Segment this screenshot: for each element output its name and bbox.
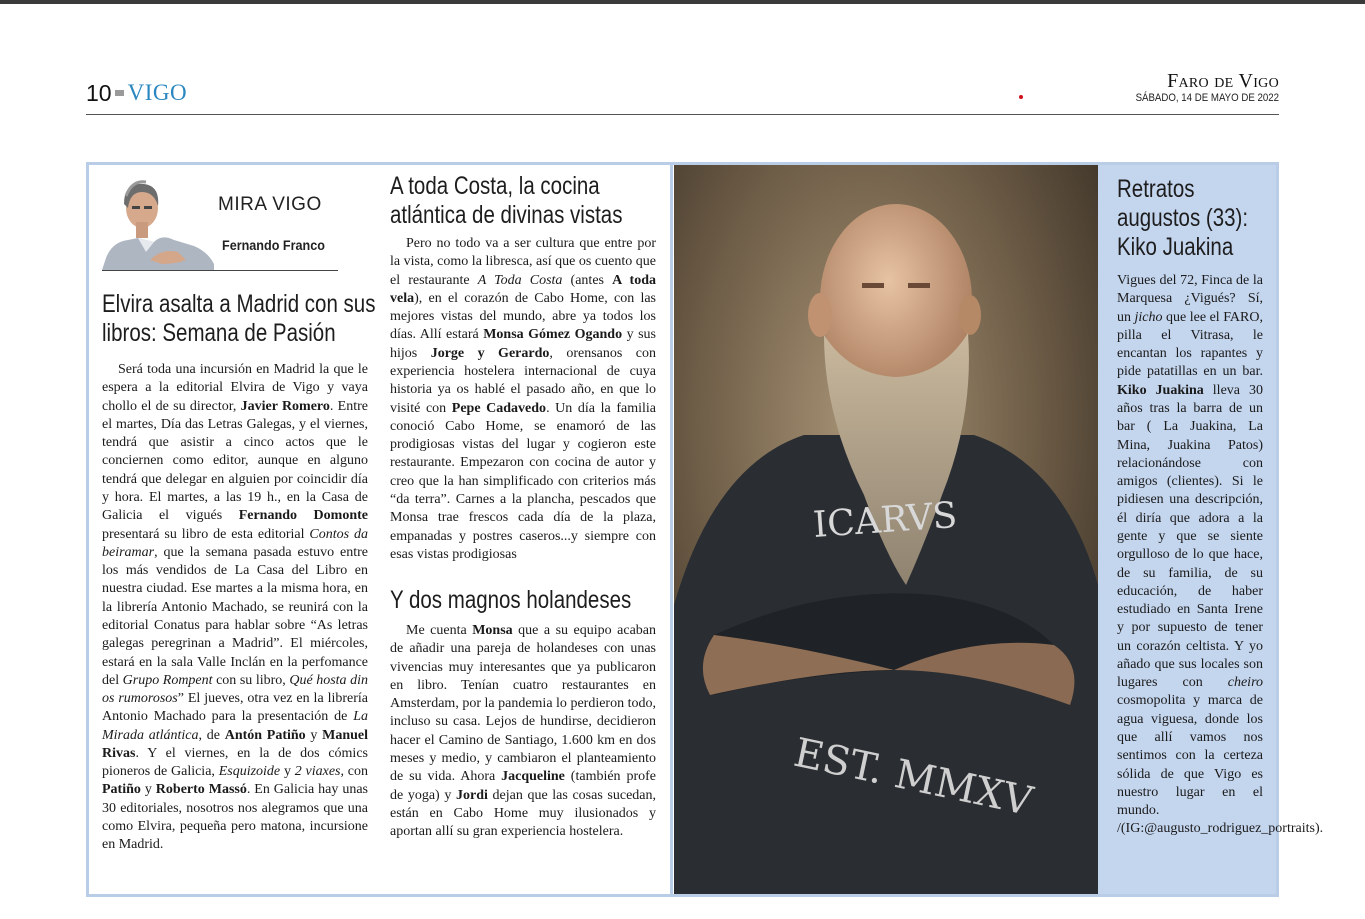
headline-line: Kiko Juakina [1117, 233, 1234, 261]
headline-holandeses [390, 586, 631, 615]
column-name: MIRA VIGO [218, 194, 322, 215]
article-holandeses-body [390, 622, 656, 841]
page-header-left [86, 78, 187, 108]
red-dot-icon [1019, 95, 1023, 99]
paragraph: Me cuenta Monsa que a su equipo acaban de añadir una pareja de holandeses con unas vivencias muy interesantes que ya publicaron en libro. Tenían cuatro restaurantes en Amsterdam, por la pandemia lo perdieron todo, incluso su casa. Lejos de hundirse, decidieron hacer el Camino de Santiago, 1.600 km en dos meses y medio, y cambiaron el planteamiento de su vida. Ahora Jacqueline (también profe de yoga) y Jordi dejan que las cosas sucedan, están en Cabo Home muy ilusionados y aportan allí su gran experiencia hostelera. [390, 623, 657, 840]
column-divider [670, 162, 673, 897]
headline-line: libros: Semana de Pasión [102, 319, 336, 347]
page-number: 10 [86, 79, 112, 106]
article-costa-body [390, 235, 656, 564]
headline-line: A toda Costa, la cocina [390, 172, 600, 200]
tshirt-print-top: ICARVS [811, 495, 959, 546]
page-header-right [1116, 70, 1279, 105]
headline-line: Retratos [1117, 175, 1195, 203]
headline-line: Elvira asalta a Madrid con sus [102, 290, 376, 318]
author-name: Fernando Franco [222, 237, 325, 253]
headline-retratos-augustos [1117, 175, 1248, 262]
tshirt-print-bottom: EST. MMXV [789, 729, 1037, 826]
paragraph: Será toda una incursión en Madrid la que le espera a la editorial Elvira de Vigo y vaya chollo el de su director, Javier Romero. Entre el martes, Día das Letras Galegas, y el viernes, tendrá que asistir a cinco actos que le conciernen como editor, aunque en alguno tendrá que delegar en alguien por coincidir día y hora. El martes, a las 19 h., en la Casa de Galicia el vigués Fernando Domonte presentará su libro de esta editorial Contos da beiramar, que la semana pasada estuvo entre los más vendidos de La Casa del Libro en nuestra ciudad. Ese martes a la misma hora, en la librería Antonio Machado, se reunirá con la editorial Conatus para hablar sobre “As letras galegas peregrinan a Madrid”. El miércoles, estará en la sala Valle Inclán en la perfomance del Grupo Rompent con su libro, Qué hosta din os rumorosos” El jueves, otra vez en la librería Antonio Machado para la presentación de La Mirada atlántica, de Antón Patiño y Manuel Rivas. Y el viernes, en la de dos cómics pioneros de Galicia, Esquizoide y 2 viaxes, con Patiño y Roberto Massó. En Galicia hay unas 30 editoriales, nosotros nos alegramos que una como Elvira, pequeña pero matona, incursione en Madrid. [102, 362, 369, 853]
headline-a-toda-costa [390, 172, 622, 230]
paragraph: Pero no todo va a ser cultura que entre por la vista, como la libresca, así que os cuento que el restaurante A Toda Costa (antes A toda vela), en el corazón de Cabo Home, con las mejores vistas del mundo, abre ya todos los días. Allí estará Monsa Gómez Ogando y sus hijos Jorge y Gerardo, orensanos con experiencia hostelera internacional de cuya historia ya os hablé el pasado año, en que lo visité con Pepe Cadavedo. Un día la familia conoció Cabo Home, se enamoró de las prodigiosas vistas del lugar y cogieron este restaurante. Empezaron con cocina de autor y creo que la han simplificado con criterios más “da terra”. Carnes a la plancha, pescados que Monsa trae frescos cada día de la plaza, empanadas y postres caseros...y siempre con esas vistas prodigiosas [390, 236, 657, 562]
headline-line: atlántica de divinas vistas [390, 201, 623, 229]
headline-line: augustos (33): [1117, 204, 1249, 232]
article-elvira-body [102, 361, 368, 855]
sidebar-body [1117, 272, 1324, 839]
headline-line: Y dos magnos holandeses [390, 586, 632, 614]
section-name: VIGO [127, 80, 188, 105]
headline-elvira [102, 290, 375, 348]
portrait-photo [674, 165, 1098, 894]
author-rule [102, 270, 338, 271]
separator-square-icon [115, 90, 124, 96]
header-rule [86, 114, 1279, 115]
top-bar [0, 0, 1365, 4]
paragraph: Vigues del 72, Finca de la Marquesa ¿Vigués? Sí, un jicho que lee el FARO, pilla el Vitrasa, le encantan los rapantes y pide patatillas en un bar. Kiko Juakina lleva 30 años tras la barra de un bar ( La Juakina, La Mina, Juakina Patos) relacionándose con amigos (clientes). Si le pidiesen una descripción, él diría que adora a la gente y que se siente orgulloso de lo que hace, de su familia, de su educación, de haber estudiado en Santa Irene y por supuesto de tener un corazón celtista. Y yo añado que sus locales son lugares con cheiro cosmopolita y marca de agua viguesa, donde los que allí vamos nos sentimos con la certeza sólida de que Vigo es nuestro lugar en el mundo. /(IG:@augusto_rodriguez_portraits). [1117, 273, 1324, 837]
author-portrait [102, 178, 214, 270]
newspaper-name: Faro de Vigo [1167, 70, 1279, 92]
issue-date: SÁBADO, 14 DE MAYO DE 2022 [1135, 92, 1279, 104]
